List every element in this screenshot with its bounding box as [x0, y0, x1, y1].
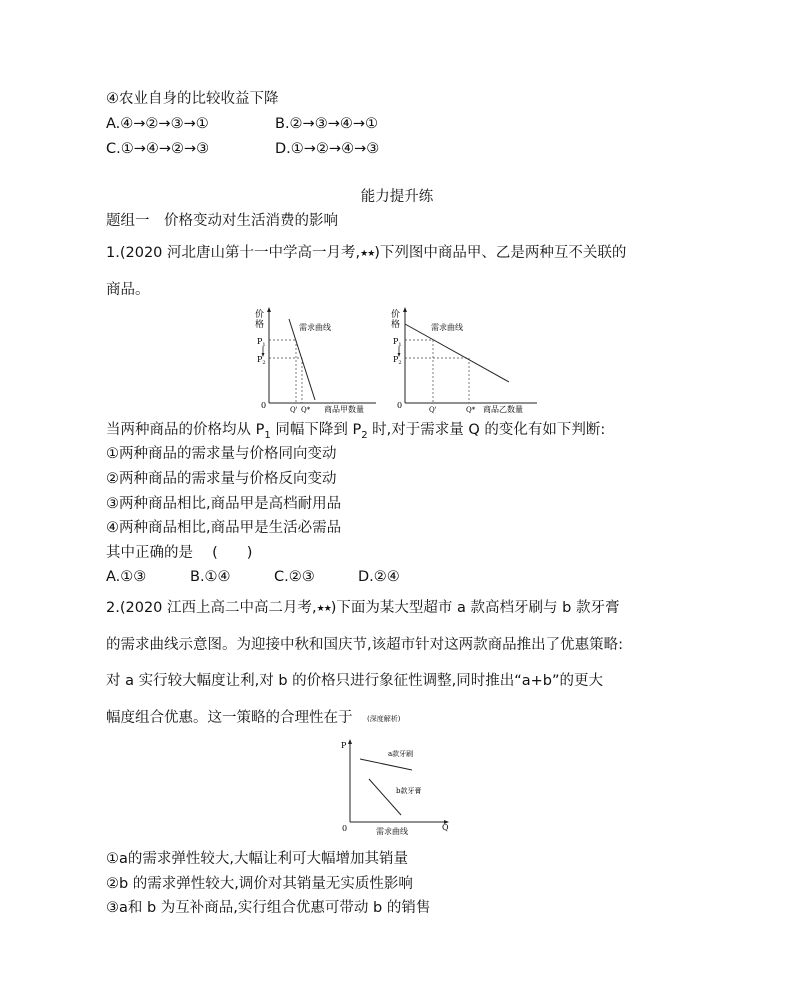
q2-stem-line3: 对 a 实行较大幅度让利,对 b 的价格只进行象征性调整,同时推出“a+b”的更大	[106, 673, 604, 689]
demand-chart-goods-b	[391, 306, 541, 414]
chart-b-q1: Q'	[429, 406, 437, 414]
chart-b-ylabel-2: 格	[391, 320, 401, 330]
q2-stem-line2: 的需求曲线示意图。为迎接中秋和国庆节,该超市针对这两款商品推出了优惠策略:	[106, 637, 623, 653]
chart-a-xlabel: 商品甲数量	[324, 405, 364, 414]
section-title: 能力提升练	[360, 189, 434, 205]
top-item-4: ④农业自身的比较收益下降	[106, 91, 279, 107]
chart-a-q1: Q'	[290, 406, 298, 414]
q1-item-1: ①两种商品的需求量与价格同向变动	[106, 446, 337, 462]
top-option-d: D.①→②→④→③	[275, 141, 380, 157]
chart-b-origin: 0	[397, 401, 403, 410]
difficulty-stars-icon: ★★	[360, 249, 375, 259]
chart-a-ylabel-2: 格	[255, 320, 265, 330]
q2-item-2: ②b 的需求弹性较大,调价对其销量无实质性影响	[106, 876, 413, 892]
demand-chart-a-b	[338, 738, 454, 840]
chart-a-q2: Q*	[301, 406, 311, 414]
chart-a-curve-label: 需求曲线	[299, 323, 331, 332]
q1-item-2: ②两种商品的需求量与价格反向变动	[106, 471, 337, 487]
chart-q2-p: P	[341, 741, 347, 750]
chart-b-p2: $P_2$	[393, 355, 402, 366]
difficulty-stars-icon: ★★	[316, 604, 331, 614]
q1-stem-pre: 1.(2020 河北唐山第十一中学高一月考,	[106, 245, 361, 261]
chart-q2-q: Q	[442, 823, 449, 832]
chart-b-q2: Q*	[466, 406, 476, 414]
q1-stem-post: )下列图中商品甲、乙是两种互不关联的	[374, 245, 627, 261]
q1-option-a: A.①③	[106, 569, 147, 585]
q1-option-b: B.①④	[190, 569, 231, 585]
q2-item-3: ③a和 b 为互补商品,实行组合优惠可带动 b 的销售	[106, 900, 431, 916]
chart-a-ylabel-1: 价	[255, 310, 265, 320]
top-option-a: A.④→②→③→①	[106, 116, 209, 132]
chart-q2-xlabel: 需求曲线	[376, 827, 408, 836]
chart-q2-origin: 0	[342, 824, 348, 833]
chart-q2-a-label: a款牙刷	[388, 750, 414, 758]
chart-b-demand-curve	[405, 324, 509, 382]
q1-item-4: ④两种商品相比,商品甲是生活必需品	[106, 520, 342, 536]
chart-a-origin: 0	[261, 401, 267, 410]
q1-stem-line1	[106, 243, 626, 264]
chart-q2-b-label: b款牙膏	[396, 787, 422, 795]
chart-a-p1: $P_1$	[257, 337, 266, 348]
q1-question: 其中正确的是 ( )	[106, 545, 253, 561]
chart-q2-b-curve	[369, 779, 401, 815]
chart-b-p1: $P_1$	[393, 337, 402, 348]
q2-item-1: ①a的需求弹性较大,大幅让利可大幅增加其销量	[106, 851, 408, 867]
chart-q2-a-curve	[360, 759, 412, 770]
top-option-b: B.②→③→④→①	[275, 116, 379, 132]
demand-chart-goods-a	[255, 306, 380, 414]
q1-option-c: C.②③	[274, 569, 315, 585]
chart-b-ylabel-1: 价	[391, 310, 401, 320]
q2-stem-line4: 幅度组合优惠。这一策略的合理性在于 (深度解析)	[106, 710, 401, 726]
q1-prompt: 当两种商品的价格均从 $P_1$ 同幅下降到 $P_2$ 时,对于需求量 Q 的变化有如下判断:	[106, 422, 606, 441]
analysis-tag: (深度解析)	[367, 715, 401, 723]
top-option-c: C.①→④→②→③	[106, 141, 210, 157]
chart-b-curve-label: 需求曲线	[431, 323, 463, 332]
q1-stem-line2: 商品。	[106, 282, 150, 298]
group-title: 题组一 价格变动对生活消费的影响	[106, 213, 338, 229]
q2-stem-line1: 2.(2020 江西上高二中高二月考,★★)下面为某大型超市 a 款高档牙刷与 b 款牙膏	[106, 600, 620, 616]
chart-b-xlabel: 商品乙数量	[483, 405, 523, 414]
q1-item-3: ③两种商品相比,商品甲是高档耐用品	[106, 496, 342, 512]
q1-option-d: D.②④	[358, 569, 400, 585]
chart-a-p2: $P_2$	[257, 355, 266, 366]
